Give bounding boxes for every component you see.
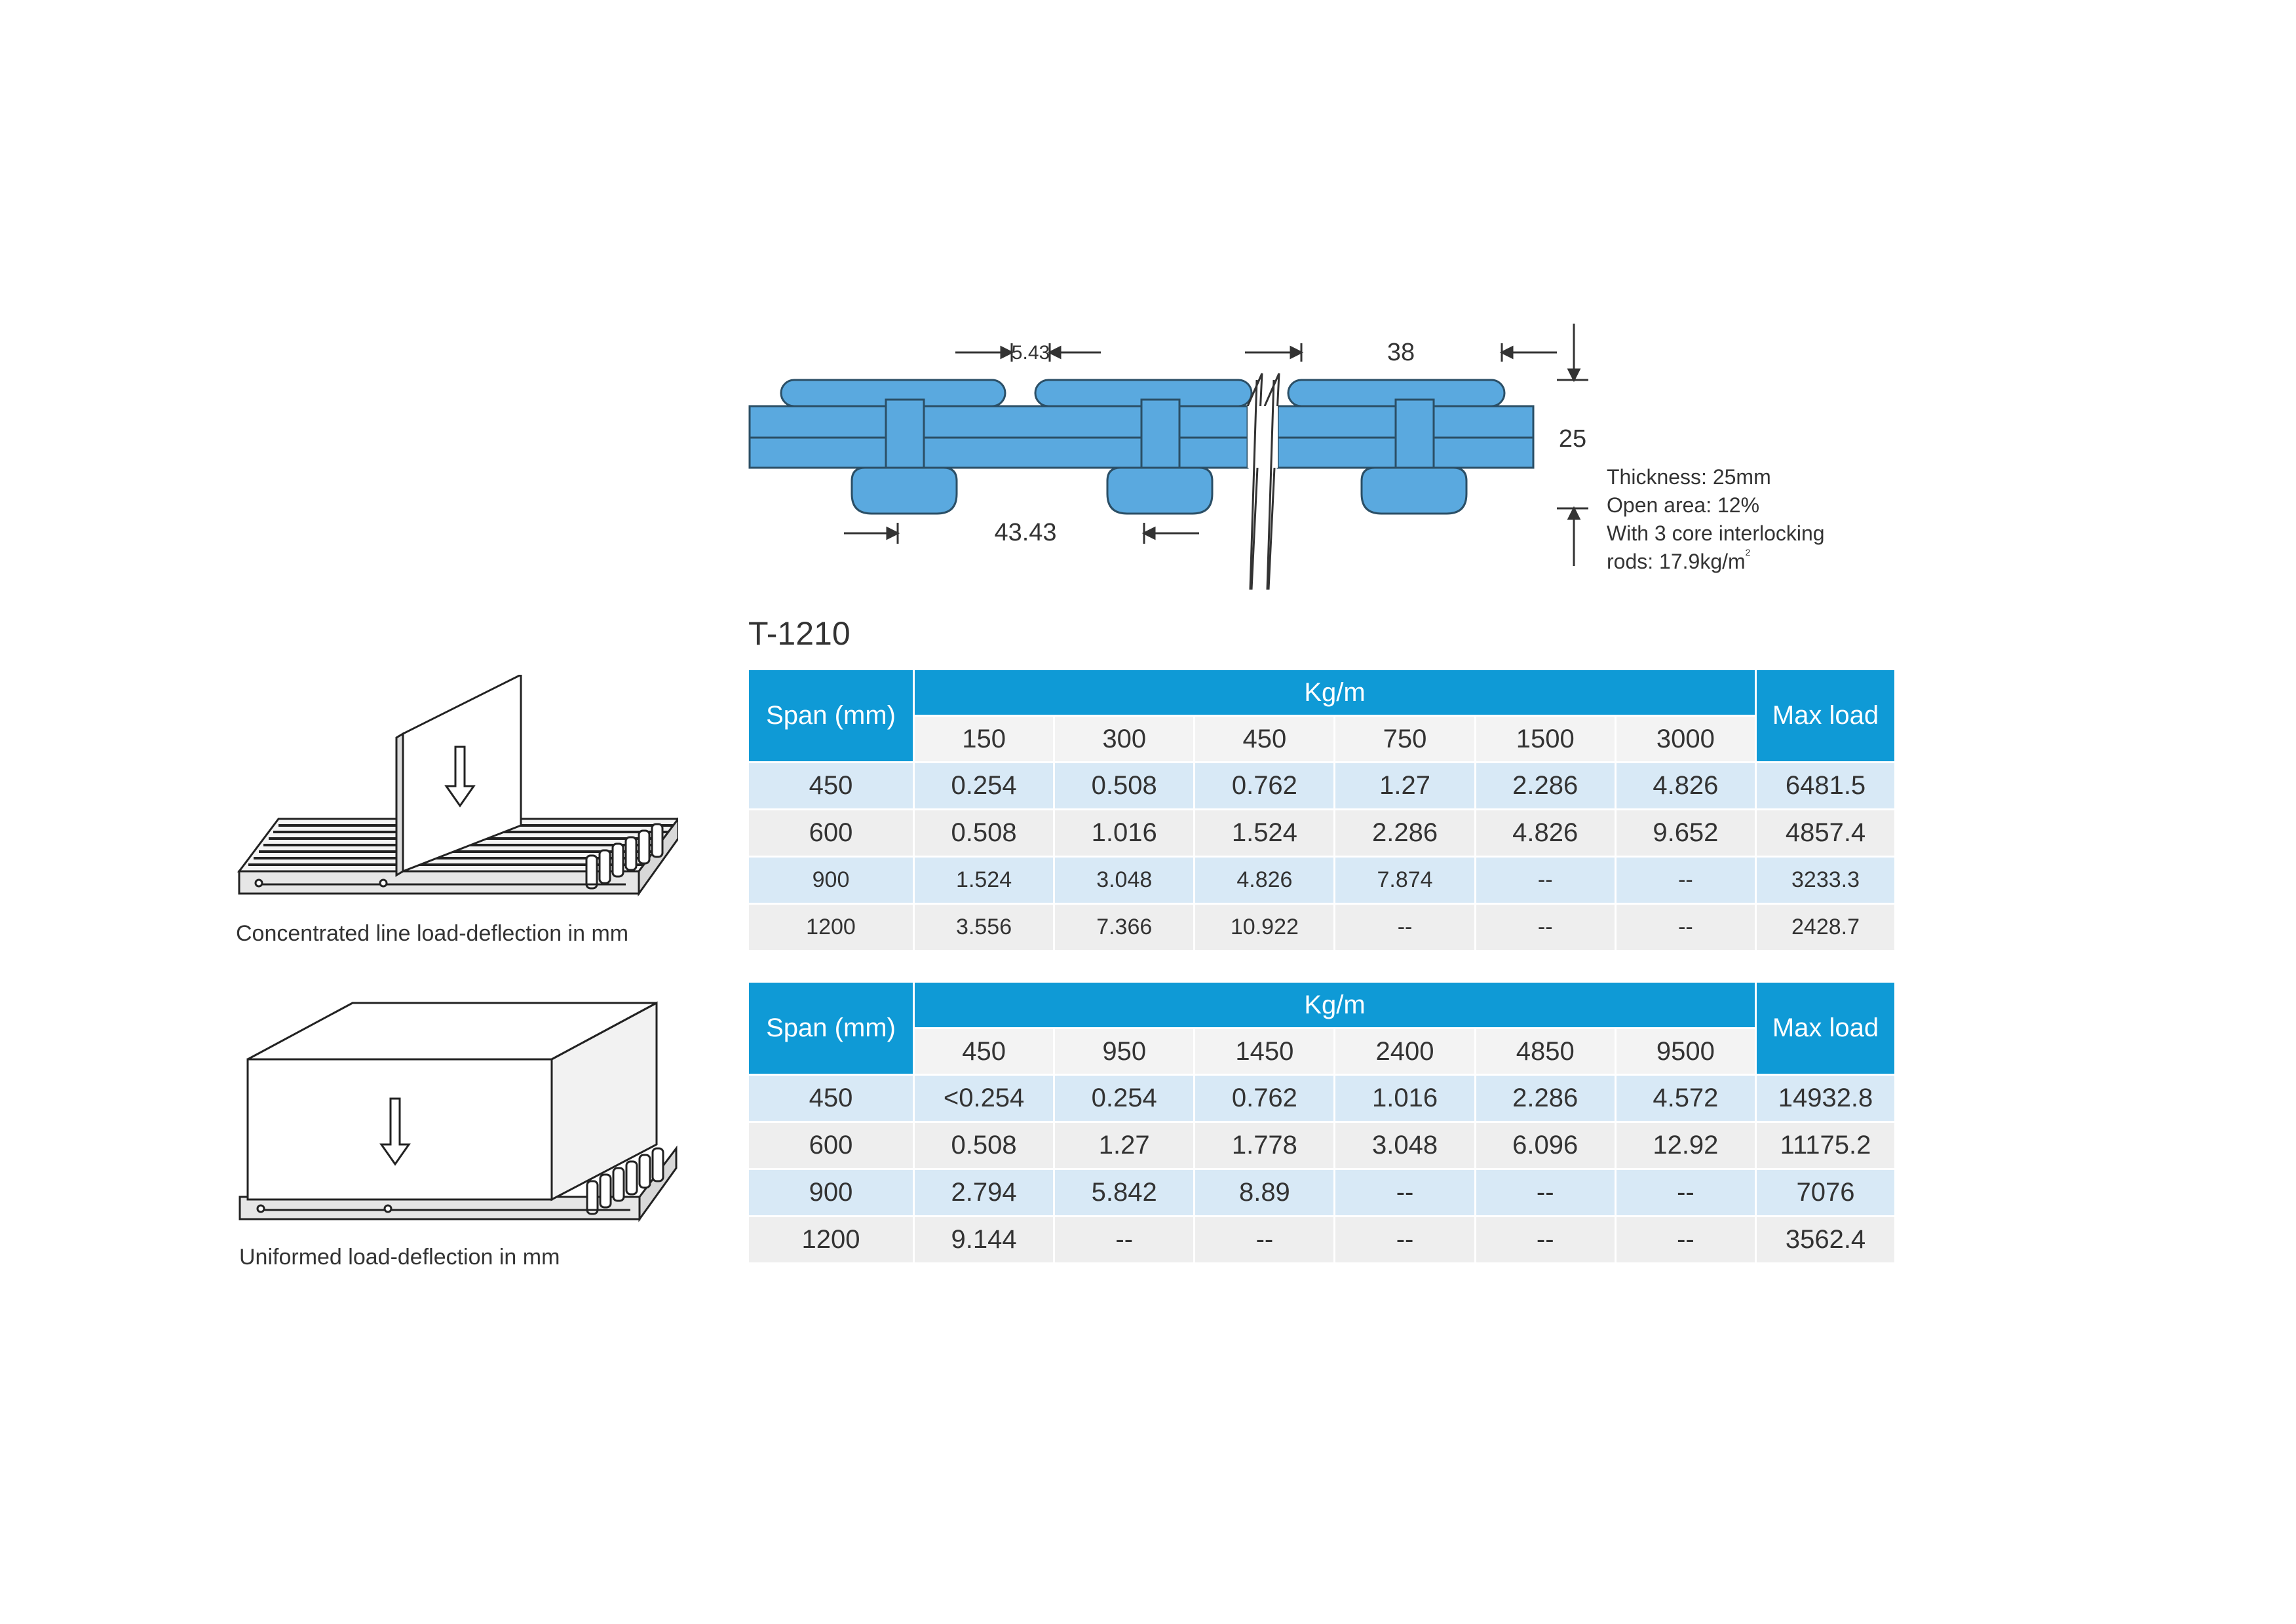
- spec-rods-sup: 2: [1745, 547, 1751, 557]
- value-cell: 3.048: [1335, 1123, 1474, 1168]
- span-cell: 1200: [749, 1217, 913, 1262]
- uniform-load-caption: Uniformed load-deflection in mm: [239, 1245, 560, 1270]
- max-load-cell: 7076: [1757, 1170, 1894, 1215]
- value-cell: 0.762: [1195, 763, 1333, 808]
- load-col: 150: [915, 717, 1053, 761]
- load-col: 300: [1055, 717, 1193, 761]
- line-load-table: [747, 668, 1896, 952]
- value-cell: 1.27: [1055, 1123, 1193, 1168]
- load-col: 750: [1335, 717, 1474, 761]
- value-cell: 9.652: [1617, 810, 1755, 856]
- load-values-row: [749, 1029, 1894, 1074]
- load-col: 450: [1195, 717, 1333, 761]
- value-cell: --: [1335, 905, 1474, 950]
- value-cell: 1.016: [1335, 1076, 1474, 1121]
- value-cell: 0.508: [1055, 763, 1193, 808]
- value-cell: --: [1476, 905, 1615, 950]
- value-cell: 12.92: [1617, 1123, 1755, 1168]
- load-col: 3000: [1617, 717, 1755, 761]
- span-cell: 900: [749, 1170, 913, 1215]
- kg-header: Kg/m: [915, 670, 1755, 715]
- spec-open-area: Open area: 12%: [1607, 493, 1760, 517]
- max-load-header: Max load: [1757, 670, 1894, 761]
- table-header-row: [749, 983, 1894, 1027]
- value-cell: 7.366: [1055, 905, 1193, 950]
- spec-notes: [1607, 463, 1825, 576]
- dim-rib-width: 5.43: [1011, 342, 1050, 364]
- uniform-load-table: [747, 981, 1896, 1264]
- span-cell: 450: [749, 1076, 913, 1121]
- table-row: [749, 1217, 1894, 1262]
- max-load-cell: 4857.4: [1757, 810, 1894, 856]
- profile-break-lines: [1248, 373, 1279, 590]
- value-cell: <0.254: [915, 1076, 1053, 1121]
- value-cell: 10.922: [1195, 905, 1333, 950]
- max-load-cell: 14932.8: [1757, 1076, 1894, 1121]
- span-cell: 600: [749, 810, 913, 856]
- load-col: 4850: [1476, 1029, 1615, 1074]
- max-load-cell: 11175.2: [1757, 1123, 1894, 1168]
- load-values-row: [749, 717, 1894, 761]
- dim-pitch: 38: [1387, 339, 1415, 366]
- value-cell: 8.89: [1195, 1170, 1333, 1215]
- value-cell: 3.556: [915, 905, 1053, 950]
- value-cell: 2.286: [1476, 763, 1615, 808]
- value-cell: 1.778: [1195, 1123, 1333, 1168]
- load-col: 2400: [1335, 1029, 1474, 1074]
- value-cell: 4.826: [1476, 810, 1615, 856]
- value-cell: 4.572: [1617, 1076, 1755, 1121]
- value-cell: --: [1335, 1170, 1474, 1215]
- value-cell: 4.826: [1617, 763, 1755, 808]
- load-col: 1450: [1195, 1029, 1333, 1074]
- spec-rods-line2: [1607, 548, 1825, 576]
- spec-thickness: Thickness: 25mm: [1607, 465, 1771, 489]
- value-cell: --: [1195, 1217, 1333, 1262]
- span-cell: 1200: [749, 905, 913, 950]
- dim-thickness: 25: [1558, 425, 1587, 453]
- value-cell: --: [1617, 858, 1755, 903]
- value-cell: 1.524: [1195, 810, 1333, 856]
- value-cell: --: [1055, 1217, 1193, 1262]
- value-cell: 7.874: [1335, 858, 1474, 903]
- load-col: 450: [915, 1029, 1053, 1074]
- line-load-illustration: [233, 675, 678, 911]
- value-cell: 0.508: [915, 810, 1053, 856]
- load-col: 1500: [1476, 717, 1615, 761]
- value-cell: 2.286: [1476, 1076, 1615, 1121]
- table-row: [749, 858, 1894, 903]
- value-cell: 0.508: [915, 1123, 1053, 1168]
- table-row: [749, 1076, 1894, 1121]
- span-header: Span (mm): [749, 670, 913, 761]
- value-cell: --: [1476, 1217, 1615, 1262]
- span-cell: 600: [749, 1123, 913, 1168]
- spec-rods-line1: With 3 core interlocking: [1607, 521, 1825, 545]
- product-code: T-1210: [748, 615, 851, 652]
- value-cell: 0.254: [915, 763, 1053, 808]
- value-cell: 2.286: [1335, 810, 1474, 856]
- value-cell: 9.144: [915, 1217, 1053, 1262]
- kg-header: Kg/m: [915, 983, 1755, 1027]
- max-load-header: Max load: [1757, 983, 1894, 1074]
- max-load-cell: 6481.5: [1757, 763, 1894, 808]
- profile-body: [750, 380, 1533, 514]
- table-row: [749, 1123, 1894, 1168]
- value-cell: 1.016: [1055, 810, 1193, 856]
- table-row: [749, 1170, 1894, 1215]
- value-cell: --: [1617, 1170, 1755, 1215]
- value-cell: 1.27: [1335, 763, 1474, 808]
- table-row: [749, 810, 1894, 856]
- load-col: 950: [1055, 1029, 1193, 1074]
- load-col: 9500: [1617, 1029, 1755, 1074]
- value-cell: 0.254: [1055, 1076, 1193, 1121]
- line-load-caption: Concentrated line load-deflection in mm: [236, 921, 629, 946]
- table-row: [749, 763, 1894, 808]
- table-row: [749, 905, 1894, 950]
- value-cell: 1.524: [915, 858, 1053, 903]
- spec-rods-text: rods: 17.9kg/m: [1607, 550, 1746, 573]
- value-cell: --: [1476, 858, 1615, 903]
- span-header: Span (mm): [749, 983, 913, 1074]
- max-load-cell: 2428.7: [1757, 905, 1894, 950]
- span-cell: 900: [749, 858, 913, 903]
- value-cell: 2.794: [915, 1170, 1053, 1215]
- value-cell: --: [1617, 1217, 1755, 1262]
- max-load-cell: 3233.3: [1757, 858, 1894, 903]
- value-cell: 5.842: [1055, 1170, 1193, 1215]
- max-load-cell: 3562.4: [1757, 1217, 1894, 1262]
- value-cell: --: [1617, 905, 1755, 950]
- grating-profile-diagram: [747, 314, 1612, 590]
- value-cell: --: [1476, 1170, 1615, 1215]
- uniform-load-illustration: [237, 1000, 683, 1236]
- table-header-row: [749, 670, 1894, 715]
- value-cell: 4.826: [1195, 858, 1333, 903]
- dim-span: 43.43: [994, 519, 1057, 546]
- value-cell: 3.048: [1055, 858, 1193, 903]
- value-cell: 6.096: [1476, 1123, 1615, 1168]
- value-cell: --: [1335, 1217, 1474, 1262]
- value-cell: 0.762: [1195, 1076, 1333, 1121]
- span-cell: 450: [749, 763, 913, 808]
